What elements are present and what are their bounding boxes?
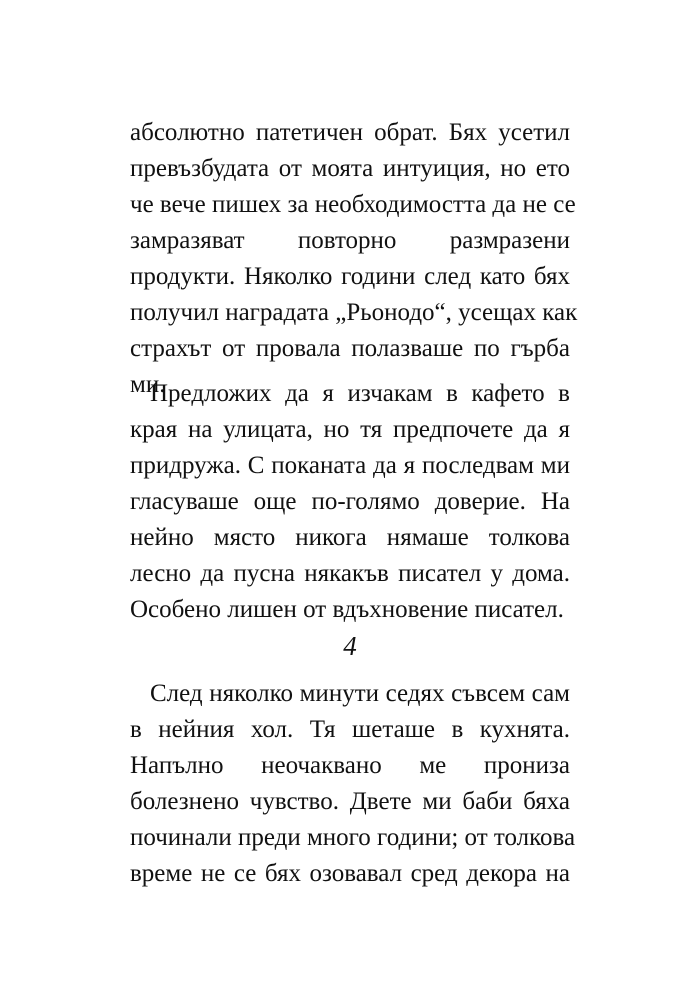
text-line: лесно да пусна някакъв писател у дома. (130, 560, 570, 587)
text-line: Предложих да я изчакам в кафето в (150, 380, 570, 407)
paragraph (130, 115, 578, 403)
paragraph (130, 676, 576, 892)
text-line: превъзбудата от моята интуиция, но ето (130, 155, 570, 182)
text-line: абсолютно патетичен обрат. Бях усетил (130, 119, 570, 146)
text-line: нейно място никога нямаше толкова (130, 524, 570, 551)
paragraph (130, 376, 570, 628)
text-line: починали преди много години; от толкова (130, 824, 576, 851)
text-line: в нейния хол. Тя шеташе в кухнята. (130, 716, 570, 743)
text-line: страхът от провала полазваше по гърба (130, 335, 570, 362)
text-line: гласуваше още по-голямо доверие. На (130, 488, 570, 515)
chapter-number: 4 (343, 631, 357, 661)
text-line: Напълно неочаквано ме прониза (130, 752, 570, 779)
text-line: края на улицата, но тя предпочете да я (130, 416, 570, 443)
text-line: болезнено чувство. Двете ми баби бяха (130, 788, 570, 815)
text-line: Особено лишен от вдъхновение писател. (130, 596, 564, 623)
text-line: ми. (130, 371, 166, 398)
text-line: придружа. С поканата да я последвам ми (130, 452, 570, 479)
text-line: замразяват повторно размразени (130, 227, 570, 254)
text-line: продукти. Няколко години след като бях (130, 263, 570, 290)
text-line: След няколко минути седях съвсем сам (150, 680, 570, 707)
text-line: че вече пишех за необходимостта да не се (130, 191, 576, 218)
text-line: време не се бях озовавал сред декора на (130, 860, 570, 887)
text-line: получил наградата „Рьонодо“, усещах как (130, 299, 578, 326)
